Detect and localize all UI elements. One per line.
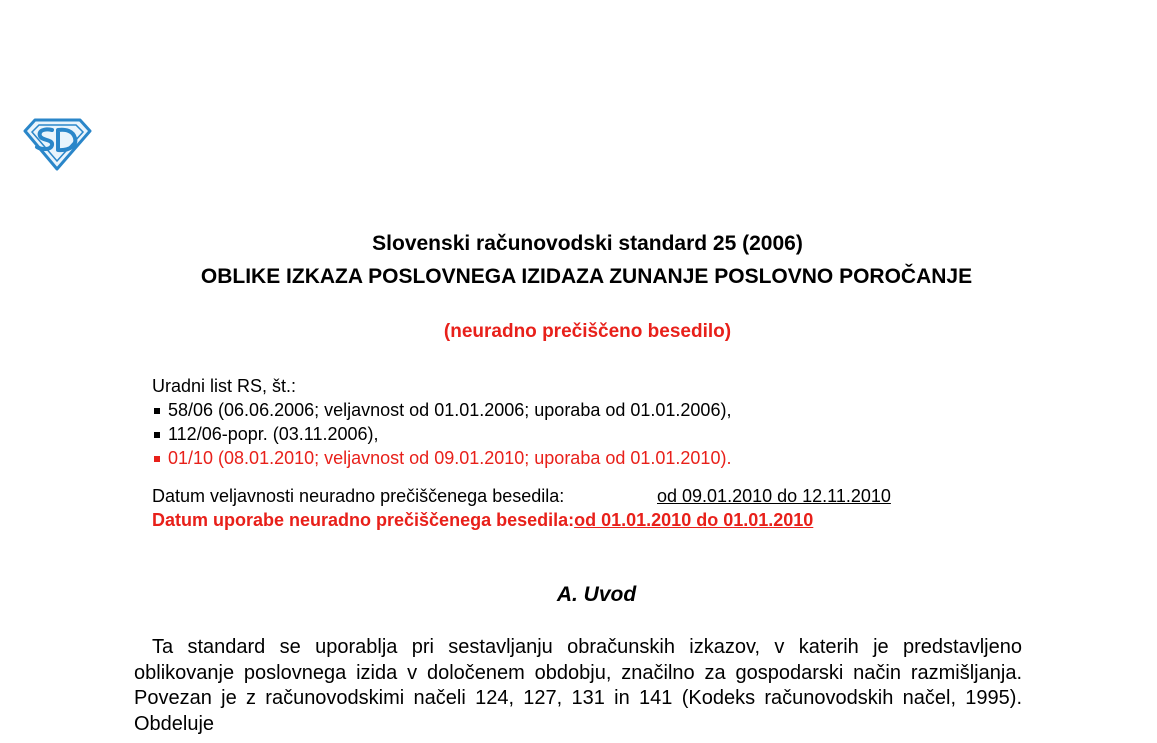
validity-date-row <box>152 484 891 508</box>
application-label: Datum uporabe neuradno prečiščenega besedila: <box>152 510 575 530</box>
bullet-icon <box>154 408 160 414</box>
intro-paragraph: Ta standard se uporablja pri sestavljanju obračunskih izkazov, v katerih je predstavljeno oblikovanje poslovnega izida v določenem obdobju, značilno za gospodarski način razmišljanja. Povezan je z računovodskimi načeli 124, 127, 131 in 141 (Kodeks računovodskih načel, 1995). Obdeluje <box>134 636 1022 735</box>
standard-title: Slovenski računovodski standard 25 (2006) <box>372 232 803 255</box>
bullet-icon <box>154 432 160 438</box>
gazette-item: 58/06 (06.06.2006; veljavnost od 01.01.2006; uporaba od 01.01.2006), <box>152 398 731 422</box>
gazette-item: 01/10 (08.01.2010; veljavnost od 09.01.2010; uporaba od 01.01.2010). <box>152 446 731 470</box>
validity-dates <box>152 484 891 532</box>
gazette-label: Uradni list RS, št.: <box>152 376 297 396</box>
section-heading: A. Uvod <box>556 583 637 606</box>
application-value: od 01.01.2010 do 01.01.2010 <box>574 510 814 530</box>
validity-label: Datum veljavnosti neuradno prečiščenega besedila: <box>152 486 565 506</box>
validity-value: od 09.01.2010 do 12.11.2010 <box>657 486 891 506</box>
standard-subject: OBLIKE IZKAZA POSLOVNEGA IZIDAZA ZUNANJE POSLOVNO POROČANJE <box>200 265 973 288</box>
bullet-icon <box>154 456 160 462</box>
application-date-row <box>152 508 891 532</box>
unofficial-text-note: (neuradno prečiščeno besedilo) <box>443 321 732 342</box>
gazette-list <box>152 398 731 470</box>
gazette-item: 112/06-popr. (03.11.2006), <box>152 422 731 446</box>
sd-shield-logo-icon <box>22 117 92 171</box>
official-gazette-references <box>152 374 731 470</box>
